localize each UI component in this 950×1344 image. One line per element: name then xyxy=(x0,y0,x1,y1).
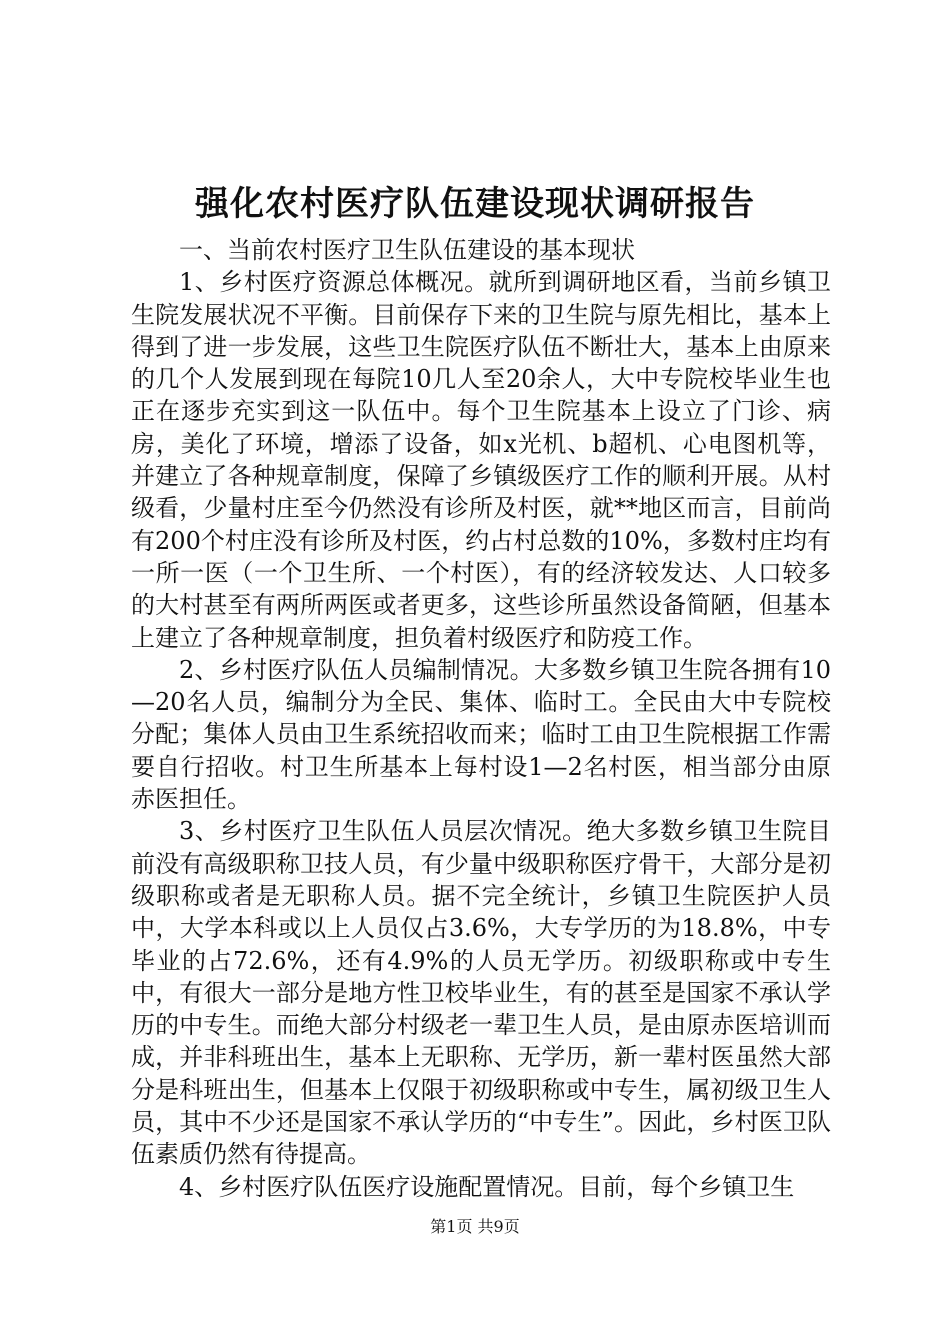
section-heading: 一、当前农村医疗卫生队伍建设的基本现状 xyxy=(179,236,635,264)
document-title: 强化农村医疗队伍建设现状调研报告 xyxy=(195,184,755,224)
page-number: 第1页 共9页 xyxy=(430,1217,520,1236)
paragraph: 4、乡村医疗队伍医疗设施配置情况。目前，每个乡镇卫生 xyxy=(179,1172,795,1201)
paragraph: 2、乡村医疗队伍人员编制情况。大多数乡镇卫生院各拥有10—20名人员，编制分为全民、集体、临时工。全民由大中专院校分配；集体人员由卫生系统招收而来；临时工由卫生院根据工作需要自行招收。村卫生所基本上每村设1—2名村医，相当部分由原赤医担任。 xyxy=(131,655,831,814)
document-body xyxy=(131,234,831,1203)
paragraph: 1、乡村医疗资源总体概况。就所到调研地区看，当前乡镇卫生院发展状况不平衡。目前保存下来的卫生院与原先相比，基本上得到了进一步发展，这些卫生院医疗队伍不断壮大，基本上由原来的几个人发展到现在每院10几人至20余人，大中专院校毕业生也正在逐步充实到这一队伍中。每个卫生院基本上设立了门诊、病房，美化了环境，增添了设备，如x光机、b超机、心电图机等，并建立了各种规章制度，保障了乡镇级医疗工作的顺利开展。从村级看，少量村庄至今仍然没有诊所及村医，就**地区而言，目前尚有200个村庄没有诊所及村医，约占村总数的10%，多数村庄均有一所一医（一个卫生所、一个村医），有的经济较发达、人口较多的大村甚至有两所两医或者更多，这些诊所虽然设备简陋，但基本上建立了各种规章制度，担负着村级医疗和防疫工作。 xyxy=(131,268,831,652)
paragraph: 3、乡村医疗卫生队伍人员层次情况。绝大多数乡镇卫生院目前没有高级职称卫技人员，有少量中级职称医疗骨干，大部分是初级职称或者是无职称人员。据不完全统计，乡镇卫生院医护人员中，大学本科或以上人员仅占3.6%，大专学历的为18.8%，中专毕业的占72.6%，还有4.9%的人员无学历。初级职称或中专生中，有很大一部分是地方性卫校毕业生，有的甚至是国家不承认学历的中专生。而绝大部分村级老一辈卫生人员，是由原赤医培训而成，并非科班出生，基本上无职称、无学历，新一辈村医虽然大部分是科班出生，但基本上仅限于初级职称或中专生，属初级卫生人员，其中不少还是国家不承认学历的“中专生”。因此，乡村医卫队伍素质仍然有待提高。 xyxy=(131,817,831,1169)
